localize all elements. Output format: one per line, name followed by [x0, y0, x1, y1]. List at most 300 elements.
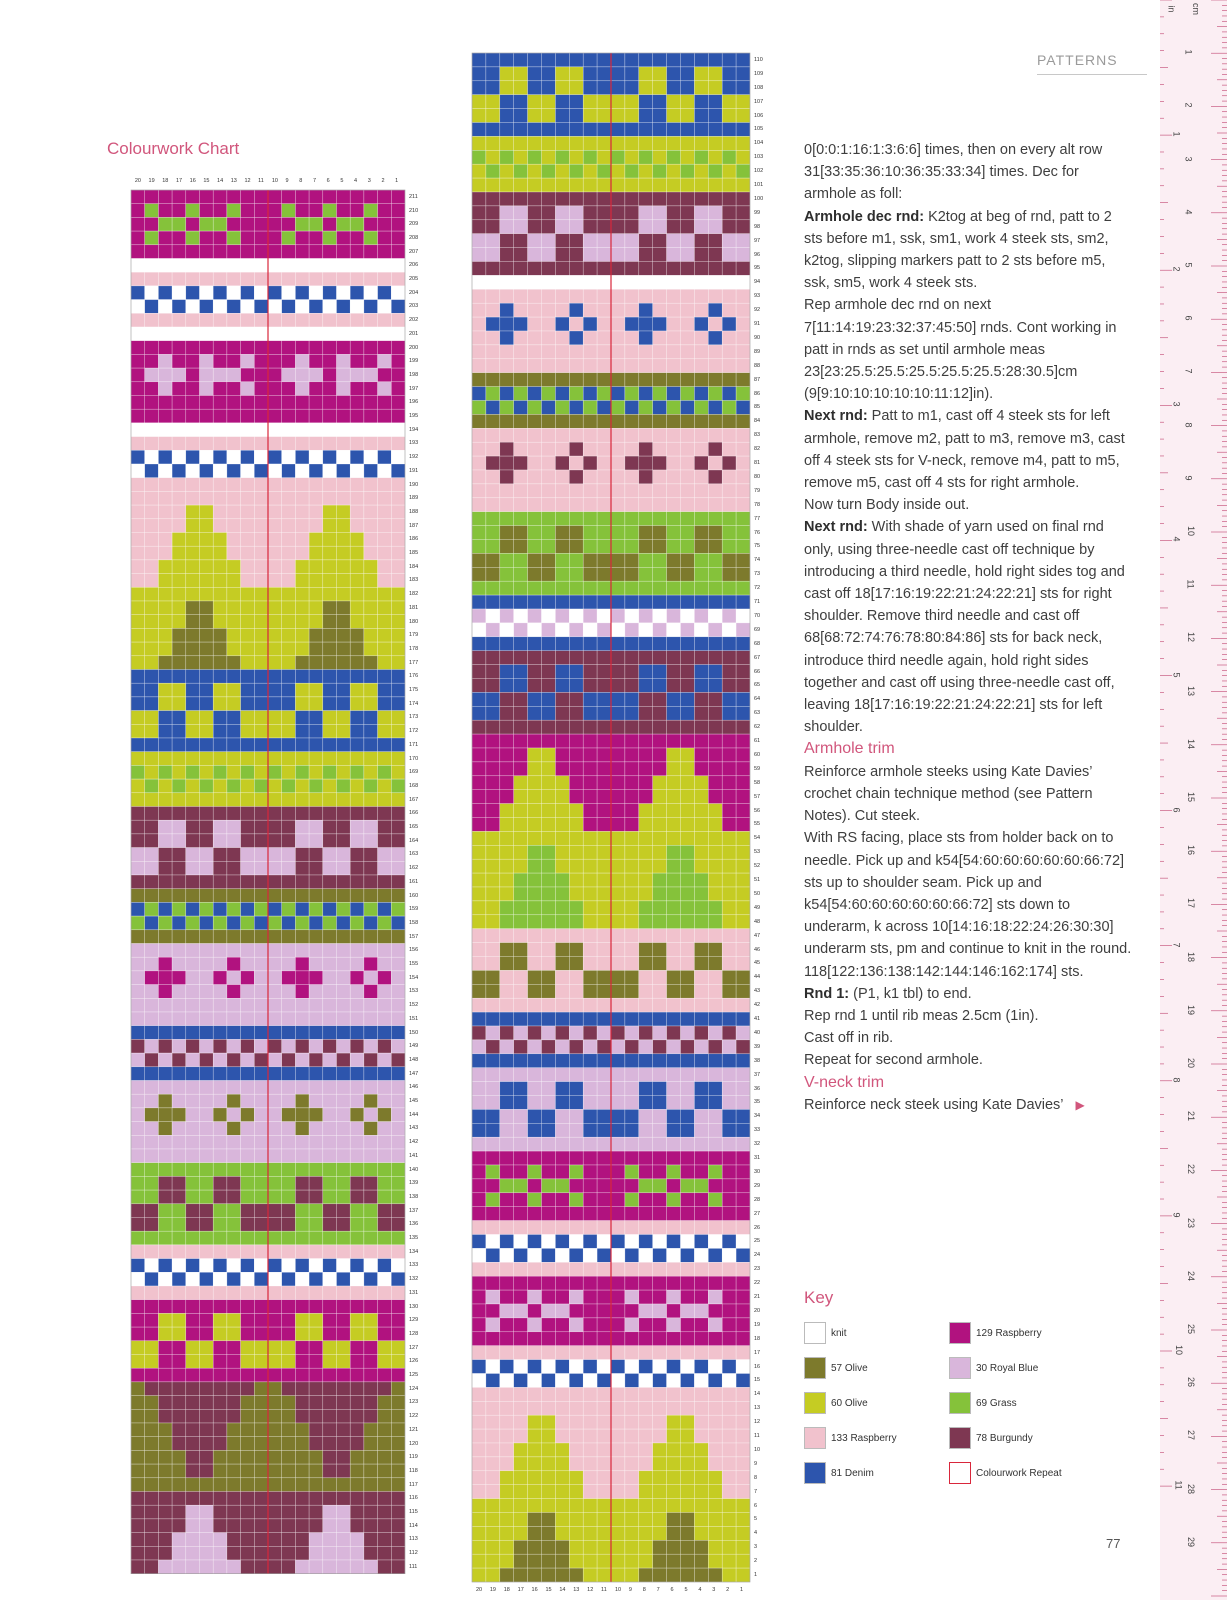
chart-stitch-cell	[350, 1355, 364, 1369]
chart-stitch-cell	[667, 998, 681, 1012]
chart-stitch-cell	[227, 1259, 241, 1273]
chart-stitch-cell	[555, 804, 569, 818]
chart-stitch-cell	[241, 505, 255, 519]
chart-stitch-cell	[500, 1443, 514, 1457]
chart-stitch-cell	[583, 943, 597, 957]
chart-stitch-cell	[323, 231, 337, 245]
chart-stitch-cell	[486, 762, 500, 776]
chart-stitch-cell	[350, 1176, 364, 1190]
chart-stitch-cell	[364, 944, 378, 958]
chart-stitch-cell	[227, 1492, 241, 1506]
chart-stitch-cell	[500, 136, 514, 150]
chart-stitch-cell	[268, 875, 282, 889]
chart-stitch-cell	[681, 1109, 695, 1123]
chart-stitch-cell	[241, 807, 255, 821]
chart-stitch-cell	[514, 1207, 528, 1221]
chart-stitch-cell	[391, 437, 405, 451]
chart-stitch-cell	[337, 998, 351, 1012]
chart-stitch-cell	[597, 1332, 611, 1346]
chart-stitch-cell	[200, 807, 214, 821]
chart-stitch-cell	[528, 1012, 542, 1026]
chart-stitch-cell	[486, 1207, 500, 1221]
chart-stitch-cell	[350, 396, 364, 410]
chart-stitch-cell	[555, 540, 569, 554]
chart-stitch-cell	[681, 150, 695, 164]
chart-stitch-cell	[625, 595, 639, 609]
chart-stitch-cell	[653, 581, 667, 595]
chart-stitch-cell	[309, 259, 323, 273]
chart-stitch-cell	[172, 1423, 186, 1437]
chart-stitch-cell	[667, 567, 681, 581]
chart-stitch-cell	[213, 1108, 227, 1122]
chart-stitch-cell	[694, 136, 708, 150]
chart-stitch-cell	[514, 1513, 528, 1527]
chart-stitch-cell	[569, 1318, 583, 1332]
chart-stitch-cell	[268, 1533, 282, 1547]
chart-stitch-cell	[555, 109, 569, 123]
chart-stitch-cell	[611, 734, 625, 748]
chart-stitch-cell	[378, 998, 392, 1012]
chart-stitch-cell	[309, 437, 323, 451]
chart-stitch-cell	[186, 765, 200, 779]
chart-stitch-cell	[227, 1423, 241, 1437]
chart-stitch-cell	[542, 1040, 556, 1054]
chart-stitch-cell	[722, 1568, 736, 1582]
chart-stitch-cell	[681, 526, 695, 540]
chart-stitch-cell	[708, 1429, 722, 1443]
chart-stitch-cell	[569, 1540, 583, 1554]
chart-stitch-cell	[172, 1327, 186, 1341]
chart-stitch-cell	[555, 401, 569, 415]
chart-stitch-cell	[268, 656, 282, 670]
chart-stitch-cell	[364, 1012, 378, 1026]
chart-stitch-cell	[583, 303, 597, 317]
chart-stitch-cell	[186, 779, 200, 793]
chart-stitch-cell	[653, 1165, 667, 1179]
chart-stitch-cell	[542, 1318, 556, 1332]
chart-stitch-cell	[555, 1429, 569, 1443]
chart-stitch-cell	[391, 313, 405, 327]
row-number: 18	[754, 1335, 761, 1342]
chart-stitch-cell	[542, 595, 556, 609]
chart-stitch-cell	[653, 192, 667, 206]
row-number: 180	[409, 618, 419, 625]
chart-stitch-cell	[667, 289, 681, 303]
chart-stitch-cell	[514, 1276, 528, 1290]
chart-stitch-cell	[364, 957, 378, 971]
chart-stitch-cell	[708, 1165, 722, 1179]
chart-stitch-cell	[364, 985, 378, 999]
chart-stitch-cell	[542, 957, 556, 971]
chart-stitch-cell	[241, 752, 255, 766]
chart-stitch-cell	[500, 984, 514, 998]
chart-stitch-cell	[639, 1304, 653, 1318]
chart-stitch-cell	[158, 409, 172, 423]
chart-stitch-cell	[364, 615, 378, 629]
chart-stitch-cell	[542, 1012, 556, 1026]
chart-stitch-cell	[542, 1360, 556, 1374]
chart-stitch-cell	[528, 317, 542, 331]
row-number: 137	[409, 1207, 419, 1214]
chart-stitch-cell	[681, 373, 695, 387]
row-number: 45	[754, 960, 761, 967]
chart-stitch-cell	[500, 651, 514, 665]
row-number: 98	[754, 223, 761, 230]
chart-stitch-cell	[213, 697, 227, 711]
chart-stitch-cell	[597, 526, 611, 540]
chart-stitch-cell	[736, 804, 750, 818]
chart-stitch-cell	[337, 1437, 351, 1451]
chart-stitch-cell	[722, 776, 736, 790]
chart-stitch-cell	[213, 820, 227, 834]
chart-stitch-cell	[653, 1276, 667, 1290]
chart-stitch-cell	[694, 720, 708, 734]
chart-stitch-cell	[227, 779, 241, 793]
chart-stitch-cell	[158, 1272, 172, 1286]
chart-stitch-cell	[145, 848, 159, 862]
chart-stitch-cell	[528, 359, 542, 373]
chart-stitch-cell	[227, 820, 241, 834]
chart-stitch-cell	[722, 317, 736, 331]
chart-stitch-cell	[254, 382, 268, 396]
chart-stitch-cell	[282, 587, 296, 601]
chart-stitch-cell	[158, 1313, 172, 1327]
chart-stitch-cell	[186, 519, 200, 533]
chart-stitch-cell	[653, 748, 667, 762]
chart-stitch-cell	[528, 1054, 542, 1068]
chart-stitch-cell	[378, 423, 392, 437]
chart-stitch-cell	[639, 1179, 653, 1193]
chart-stitch-cell	[131, 1382, 145, 1396]
chart-stitch-cell	[486, 470, 500, 484]
chart-stitch-cell	[337, 861, 351, 875]
chart-stitch-cell	[569, 1165, 583, 1179]
chart-stitch-cell	[337, 574, 351, 588]
chart-stitch-cell	[131, 1286, 145, 1300]
chart-stitch-cell	[653, 123, 667, 137]
row-number: 24	[754, 1252, 761, 1259]
chart-stitch-cell	[597, 345, 611, 359]
chart-stitch-cell	[694, 706, 708, 720]
chart-stitch-cell	[268, 683, 282, 697]
chart-stitch-cell	[364, 1300, 378, 1314]
chart-stitch-cell	[268, 190, 282, 204]
chart-stitch-cell	[364, 642, 378, 656]
chart-stitch-cell	[186, 1053, 200, 1067]
chart-stitch-cell	[282, 944, 296, 958]
chart-stitch-cell	[722, 1443, 736, 1457]
chart-stitch-cell	[378, 1519, 392, 1533]
chart-stitch-cell	[667, 1554, 681, 1568]
chart-stitch-cell	[268, 560, 282, 574]
chart-stitch-cell	[254, 1341, 268, 1355]
chart-stitch-cell	[736, 1137, 750, 1151]
chart-stitch-cell	[500, 1471, 514, 1485]
chart-stitch-cell	[681, 53, 695, 67]
chart-stitch-cell	[472, 192, 486, 206]
chart-stitch-cell	[639, 164, 653, 178]
chart-stitch-cell	[542, 734, 556, 748]
chart-stitch-cell	[597, 1554, 611, 1568]
chart-stitch-cell	[555, 526, 569, 540]
chart-stitch-cell	[625, 1540, 639, 1554]
ruler-cm-label: 4	[1183, 209, 1194, 215]
row-number: 64	[754, 696, 761, 703]
chart-stitch-cell	[378, 711, 392, 725]
chart-stitch-cell	[131, 601, 145, 615]
chart-stitch-cell	[364, 902, 378, 916]
chart-stitch-cell	[472, 1221, 486, 1235]
chart-stitch-cell	[282, 1067, 296, 1081]
chart-stitch-cell	[158, 272, 172, 286]
chart-stitch-cell	[309, 889, 323, 903]
chart-stitch-cell	[667, 679, 681, 693]
chart-stitch-cell	[186, 204, 200, 218]
chart-stitch-cell	[200, 1450, 214, 1464]
chart-stitch-cell	[200, 1478, 214, 1492]
chart-stitch-cell	[131, 1026, 145, 1040]
chart-stitch-cell	[583, 776, 597, 790]
chart-stitch-cell	[158, 1382, 172, 1396]
chart-stitch-cell	[227, 286, 241, 300]
chart-stitch-cell	[350, 752, 364, 766]
chart-stitch-cell	[158, 1464, 172, 1478]
chart-stitch-cell	[722, 1374, 736, 1388]
chart-stitch-cell	[323, 1505, 337, 1519]
chart-stitch-cell	[364, 1464, 378, 1478]
chart-stitch-cell	[736, 1054, 750, 1068]
chart-stitch-cell	[323, 1067, 337, 1081]
chart-stitch-cell	[158, 765, 172, 779]
chart-stitch-cell	[722, 1304, 736, 1318]
chart-stitch-cell	[625, 428, 639, 442]
chart-stitch-cell	[597, 1207, 611, 1221]
chart-stitch-cell	[268, 574, 282, 588]
chart-stitch-cell	[597, 95, 611, 109]
chart-stitch-cell	[309, 409, 323, 423]
chart-stitch-cell	[486, 943, 500, 957]
chart-stitch-cell	[611, 1568, 625, 1582]
chart-stitch-cell	[158, 1533, 172, 1547]
chart-stitch-cell	[597, 262, 611, 276]
chart-stitch-cell	[213, 519, 227, 533]
chart-stitch-cell	[653, 831, 667, 845]
chart-stitch-cell	[694, 748, 708, 762]
chart-stitch-cell	[597, 984, 611, 998]
chart-stitch-cell	[172, 875, 186, 889]
chart-stitch-cell	[378, 546, 392, 560]
row-number: 127	[409, 1344, 419, 1351]
chart-stitch-cell	[736, 67, 750, 81]
chart-stitch-cell	[131, 1396, 145, 1410]
chart-stitch-cell	[611, 442, 625, 456]
chart-stitch-cell	[172, 1026, 186, 1040]
chart-stitch-cell	[500, 706, 514, 720]
chart-stitch-cell	[736, 1012, 750, 1026]
chart-stitch-cell	[241, 409, 255, 423]
chart-stitch-cell	[323, 1108, 337, 1122]
chart-stitch-cell	[172, 478, 186, 492]
chart-stitch-cell	[391, 738, 405, 752]
chart-stitch-cell	[555, 1096, 569, 1110]
chart-stitch-cell	[486, 1040, 500, 1054]
chart-stitch-cell	[667, 1318, 681, 1332]
chart-stitch-cell	[694, 595, 708, 609]
chart-stitch-cell	[323, 505, 337, 519]
chart-stitch-cell	[323, 848, 337, 862]
chart-stitch-cell	[736, 275, 750, 289]
chart-stitch-cell	[611, 1540, 625, 1554]
chart-stitch-cell	[514, 1109, 528, 1123]
chart-stitch-cell	[295, 327, 309, 341]
chart-stitch-cell	[681, 1387, 695, 1401]
chart-stitch-cell	[323, 1272, 337, 1286]
chart-stitch-cell	[158, 587, 172, 601]
chart-stitch-cell	[172, 834, 186, 848]
chart-stitch-cell	[378, 409, 392, 423]
chart-stitch-cell	[186, 491, 200, 505]
chart-stitch-cell	[528, 1387, 542, 1401]
chart-stitch-cell	[597, 1429, 611, 1443]
chart-stitch-cell	[268, 1505, 282, 1519]
row-number: 118	[409, 1467, 418, 1474]
chart-stitch-cell	[309, 533, 323, 547]
chart-stitch-cell	[145, 1067, 159, 1081]
chart-stitch-cell	[391, 368, 405, 382]
chart-stitch-cell	[583, 567, 597, 581]
chart-stitch-cell	[378, 930, 392, 944]
chart-stitch-cell	[391, 1546, 405, 1560]
chart-stitch-cell	[708, 567, 722, 581]
chart-stitch-cell	[200, 793, 214, 807]
chart-stitch-cell	[486, 1262, 500, 1276]
chart-stitch-cell	[350, 1135, 364, 1149]
chart-stitch-cell	[472, 289, 486, 303]
chart-stitch-cell	[282, 697, 296, 711]
chart-stitch-cell	[472, 1471, 486, 1485]
chart-stitch-cell	[227, 519, 241, 533]
chart-stitch-cell	[542, 1096, 556, 1110]
chart-stitch-cell	[555, 637, 569, 651]
chart-stitch-cell	[500, 1304, 514, 1318]
chart-stitch-cell	[378, 1368, 392, 1382]
chart-stitch-cell	[653, 1290, 667, 1304]
chart-stitch-cell	[337, 1450, 351, 1464]
chart-stitch-cell	[364, 1259, 378, 1273]
chart-stitch-cell	[542, 387, 556, 401]
continue-arrow-icon[interactable]: ▶	[1075, 1097, 1085, 1112]
chart-stitch-cell	[694, 1554, 708, 1568]
chart-stitch-cell	[391, 1204, 405, 1218]
chart-stitch-cell	[472, 1290, 486, 1304]
chart-stitch-cell	[736, 748, 750, 762]
chart-stitch-cell	[597, 317, 611, 331]
chart-stitch-cell	[514, 1360, 528, 1374]
chart-stitch-cell	[213, 1259, 227, 1273]
chart-stitch-cell	[528, 164, 542, 178]
chart-stitch-cell	[611, 136, 625, 150]
chart-stitch-cell	[583, 345, 597, 359]
chart-stitch-cell	[514, 359, 528, 373]
chart-stitch-cell	[241, 601, 255, 615]
chart-stitch-cell	[158, 628, 172, 642]
chart-stitch-cell	[350, 916, 364, 930]
chart-stitch-cell	[309, 423, 323, 437]
chart-stitch-cell	[391, 861, 405, 875]
chart-stitch-cell	[378, 957, 392, 971]
chart-stitch-cell	[472, 998, 486, 1012]
chart-stitch-cell	[639, 748, 653, 762]
chart-stitch-cell	[309, 204, 323, 218]
chart-stitch-cell	[158, 464, 172, 478]
chart-stitch-cell	[158, 217, 172, 231]
chart-stitch-cell	[350, 1053, 364, 1067]
chart-stitch-cell	[145, 998, 159, 1012]
chart-stitch-cell	[514, 401, 528, 415]
chart-stitch-cell	[555, 1068, 569, 1082]
chart-stitch-cell	[667, 734, 681, 748]
chart-stitch-cell	[611, 1165, 625, 1179]
chart-stitch-cell	[254, 642, 268, 656]
chart-stitch-cell	[378, 642, 392, 656]
chart-stitch-cell	[708, 831, 722, 845]
chart-stitch-cell	[625, 1151, 639, 1165]
chart-stitch-cell	[542, 95, 556, 109]
chart-stitch-cell	[337, 628, 351, 642]
chart-stitch-cell	[323, 1450, 337, 1464]
chart-stitch-cell	[295, 724, 309, 738]
chart-stitch-cell	[268, 834, 282, 848]
chart-stitch-cell	[486, 1276, 500, 1290]
chart-stitch-cell	[500, 1457, 514, 1471]
chart-stitch-cell	[597, 1443, 611, 1457]
chart-stitch-cell	[611, 637, 625, 651]
chart-stitch-cell	[667, 1540, 681, 1554]
chart-stitch-cell	[611, 373, 625, 387]
chart-stitch-cell	[625, 1165, 639, 1179]
chart-stitch-cell	[625, 123, 639, 137]
chart-stitch-cell	[145, 300, 159, 314]
chart-stitch-cell	[295, 711, 309, 725]
row-number: 123	[409, 1399, 419, 1406]
chart-stitch-cell	[667, 1179, 681, 1193]
chart-stitch-cell	[186, 1464, 200, 1478]
chart-stitch-cell	[364, 889, 378, 903]
chart-stitch-cell	[472, 401, 486, 415]
chart-stitch-cell	[736, 1457, 750, 1471]
chart-stitch-cell	[158, 752, 172, 766]
chart-stitch-cell	[667, 206, 681, 220]
chart-stitch-cell	[708, 512, 722, 526]
chart-stitch-cell	[364, 1204, 378, 1218]
chart-stitch-cell	[241, 615, 255, 629]
chart-stitch-cell	[227, 765, 241, 779]
chart-stitch-cell	[722, 123, 736, 137]
chart-stitch-cell	[350, 272, 364, 286]
chart-stitch-cell	[268, 245, 282, 259]
chart-stitch-cell	[569, 1026, 583, 1040]
chart-stitch-cell	[241, 1355, 255, 1369]
chart-stitch-cell	[378, 574, 392, 588]
chart-stitch-cell	[542, 414, 556, 428]
chart-stitch-cell	[227, 1382, 241, 1396]
chart-stitch-cell	[241, 450, 255, 464]
chart-stitch-cell	[378, 437, 392, 451]
chart-stitch-cell	[542, 1568, 556, 1582]
chart-stitch-cell	[583, 1221, 597, 1235]
chart-stitch-cell	[350, 519, 364, 533]
chart-stitch-cell	[282, 957, 296, 971]
